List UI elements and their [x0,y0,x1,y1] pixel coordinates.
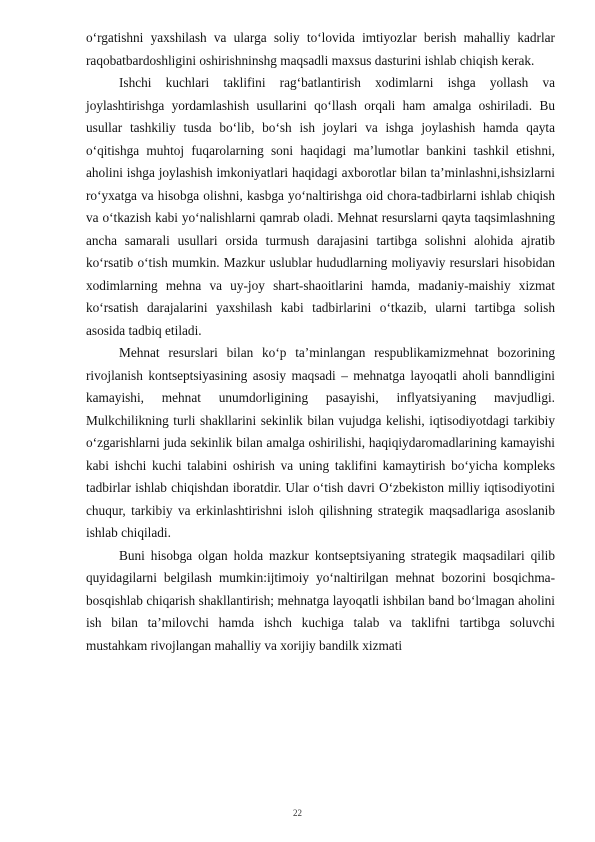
page-number: 22 [293,808,302,818]
paragraph-3: Mehnat resurslari bilan ko‘p ta’minlangan respublikamizmehnat bozorining rivojlanish kontseptsiyasining asosiy maqsadi – mehnatga layoqatli aholi banndligini kamayishi, mehnat unumdorligining pasayishi, inflyatsiyaning mavjudligi. Mulkchilikning turli shakllarini sekinlik bilan vujudga kelishi, iqtisodiyotdagi tarkibiy o‘zgarishlarni juda sekinlik bilan amalga oshirilishi, haqiqiydaromadlarining kamayishi kabi ishchi kuchi talabini oshirish va uning taklifini kamaytirish bo‘yicha kompleks tadbirlar ishlab chiqishdan iboratdir. Ular o‘tish davri O‘zbekiston milliy iqtisodiyotini chuqur, tarkibiy va erkinlashtirishni isloh qilishning strategik maqsadlariga asoslanib ishlab chiqiladi. [86,345,555,540]
paragraph-2: Ishchi kuchlari taklifini rag‘batlantirish xodimlarni ishga yollash va joylashtirishga yordamlashish usullarini qo‘llash orqali ham amalga oshiriladi. Bu usullar tashkiliy tusda bo‘lib, bo‘sh ish joylari va ishga joylashish hamda qayta o‘qitishga muhtoj fuqarolarning soni haqidagi ma’lumotlar bankini tashkil etishni, aholini ishga joylashish imkoniyatlari haqidagi axborotlar bilan ta’minlashni,ishsizlarni ro‘yxatga va hisobga olishni, kasbga yo‘naltirishga oid chora-tadbirlarni ishlab chiqish va o‘tkazish kabi yo‘nalishlarni qamrab oladi. Mehnat resurslarni qayta taqsimlashning ancha samarali usullari orsida turmush darajasini tartibga solishni alohida ajratib ko‘rsatib o‘tish mumkin. Mazkur uslublar hududlarning moliyaviy resurslari hisobidan xodimlarning mehna va uy-joy shart-shaoitlarini hamda, madaniy-maishiy xizmat ko‘rsatish darajalarini yaxshilash kabi tadbirlarini o‘tkazib, ularni tartibga solish asosida tadbiq etiladi. [86,75,555,338]
document-body [86,27,555,657]
paragraph-4: Buni hisobga olgan holda mazkur kontseptsiyaning strategik maqsadilari qilib quyidagilarni belgilash mumkin:ijtimoiy yo‘naltirilgan mehnat bozorini bosqichma-bosqishlab chiqarish shakllantirish; mehnatga layoqatli ishbilan band bo‘lmagan aholini ish bilan ta’milovchi hamda ishch kuchiga talab va taklifni tartibga soluvchi mustahkam rivojlangan mahalliy va xorijiy bandilk xizmati [86,547,555,653]
paragraph-1: o‘rgatishni yaxshilash va ularga soliy to‘lovida imtiyozlar berish mahalliy kadrlar raqobatbardoshligini oshirishninshg maqsadli maxsus dasturini ishlab chiqish kerak. [86,30,555,68]
